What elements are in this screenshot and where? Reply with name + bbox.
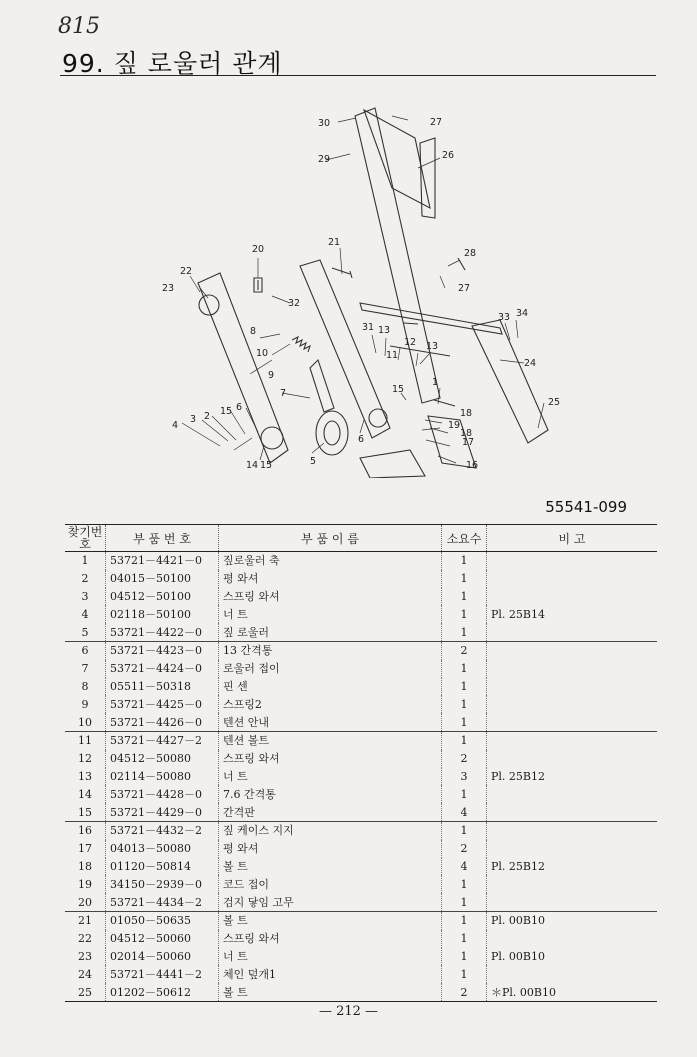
row-part-name: 평 와셔	[219, 840, 442, 858]
svg-text:15: 15	[392, 384, 405, 395]
row-part-name: 볼 트	[219, 911, 442, 929]
svg-text:7: 7	[280, 388, 287, 399]
row-no: 24	[65, 965, 106, 983]
svg-text:34: 34	[516, 308, 529, 319]
svg-text:3: 3	[190, 414, 197, 425]
row-part-name: 짚 로울러	[219, 623, 442, 641]
row-no: 2	[65, 570, 106, 588]
table-row	[65, 695, 657, 713]
row-remark: Pl. 00B10	[491, 914, 545, 928]
svg-text:13: 13	[378, 325, 391, 336]
svg-text:14: 14	[246, 460, 259, 471]
row-remark	[487, 803, 658, 821]
row-qty: 2	[442, 983, 487, 1001]
row-qty: 1	[442, 678, 487, 696]
header-qty: 소요수	[442, 525, 487, 552]
row-remark	[487, 893, 658, 911]
svg-text:10: 10	[256, 348, 269, 359]
row-no: 12	[65, 750, 106, 768]
row-no: 21	[65, 911, 106, 929]
table-row	[65, 785, 657, 803]
row-remark	[487, 821, 658, 839]
row-no: 18	[65, 858, 106, 876]
svg-text:1: 1	[432, 377, 439, 388]
row-part-no: 34150－2939－0	[106, 875, 219, 893]
svg-text:12: 12	[404, 337, 417, 348]
row-part-no: 01120－50814	[106, 858, 219, 876]
row-no: 7	[65, 660, 106, 678]
row-part-name: 핀 센	[219, 678, 442, 696]
table-row	[65, 660, 657, 678]
row-part-name: 볼 트	[219, 983, 442, 1001]
row-no: 14	[65, 785, 106, 803]
svg-text:22: 22	[180, 266, 193, 277]
table-row	[65, 713, 657, 731]
table-header-row	[65, 525, 657, 552]
table-row	[65, 641, 657, 659]
row-part-no: 04015－50100	[106, 570, 219, 588]
row-qty: 4	[442, 803, 487, 821]
row-part-name: 텐션 안내	[219, 713, 442, 731]
row-no: 22	[65, 930, 106, 948]
svg-text:13: 13	[426, 341, 439, 352]
row-qty: 3	[442, 768, 487, 786]
row-part-name: 너 트	[219, 948, 442, 966]
svg-text:24: 24	[524, 358, 537, 369]
row-remark	[487, 750, 658, 768]
svg-text:2: 2	[204, 411, 211, 422]
row-qty: 1	[442, 623, 487, 641]
row-part-no: 01202－50612	[106, 983, 219, 1001]
table-row	[65, 803, 657, 821]
row-part-name: 짚로울러 축	[219, 552, 442, 570]
row-remark: Pl. 25B12	[491, 769, 545, 783]
table-row	[65, 588, 657, 606]
table-row	[65, 623, 657, 641]
row-no: 23	[65, 948, 106, 966]
svg-text:18: 18	[460, 428, 473, 439]
row-remark	[487, 713, 658, 731]
row-part-no: 53721－4432－2	[106, 821, 219, 839]
table-row	[65, 858, 657, 876]
table-row	[65, 983, 657, 1001]
row-remark	[487, 875, 658, 893]
row-qty: 1	[442, 948, 487, 966]
row-part-name: 평 와셔	[219, 570, 442, 588]
row-part-name: 스프링 와셔	[219, 588, 442, 606]
row-part-no: 53721－4427－2	[106, 731, 219, 749]
table-row	[65, 948, 657, 966]
row-part-no: 02014－50060	[106, 948, 219, 966]
row-remark	[487, 641, 658, 659]
header-part-no: 부 품 번 호	[106, 525, 219, 552]
svg-text:8: 8	[250, 326, 257, 337]
table-row	[65, 911, 657, 929]
roller	[316, 411, 348, 455]
svg-text:32: 32	[288, 298, 301, 309]
table-row	[65, 731, 657, 749]
parts-table	[65, 524, 657, 1002]
svg-text:33: 33	[498, 312, 511, 323]
row-qty: 2	[442, 750, 487, 768]
svg-text:6: 6	[236, 402, 243, 413]
header-part-name: 부 품 이 름	[219, 525, 442, 552]
row-part-no: 04512－50080	[106, 750, 219, 768]
chain-cover	[472, 320, 548, 443]
row-part-no: 53721－4424－0	[106, 660, 219, 678]
row-no: 11	[65, 731, 106, 749]
table-row	[65, 875, 657, 893]
table-row	[65, 840, 657, 858]
svg-text:6: 6	[358, 434, 365, 445]
row-qty: 1	[442, 911, 487, 929]
row-remark	[487, 588, 658, 606]
row-part-name: 너 트	[219, 605, 442, 623]
svg-text:17: 17	[462, 437, 475, 448]
row-part-no: 02118－50100	[106, 605, 219, 623]
row-part-name: 스프링2	[219, 695, 442, 713]
row-qty: 2	[442, 641, 487, 659]
svg-text:21: 21	[328, 237, 341, 248]
row-no: 6	[65, 641, 106, 659]
svg-text:28: 28	[464, 248, 477, 259]
row-no: 8	[65, 678, 106, 696]
middle-arm	[300, 260, 390, 438]
row-qty: 1	[442, 875, 487, 893]
row-part-no: 04013－50080	[106, 840, 219, 858]
svg-text:27: 27	[430, 117, 443, 128]
svg-text:27: 27	[458, 283, 471, 294]
svg-text:25: 25	[548, 397, 561, 408]
row-part-name: 간격판	[219, 803, 442, 821]
svg-text:15: 15	[260, 460, 273, 471]
svg-text:5: 5	[310, 456, 317, 467]
table-row	[65, 605, 657, 623]
row-remark: ＊Pl. 00B10	[487, 983, 658, 1001]
svg-text:26: 26	[442, 150, 455, 161]
row-remark	[487, 840, 658, 858]
row-part-no: 02114－50080	[106, 768, 219, 786]
row-part-no: 53721－4425－0	[106, 695, 219, 713]
row-part-no: 53721－4422－0	[106, 623, 219, 641]
row-part-name: 볼 트	[219, 858, 442, 876]
row-remark	[487, 660, 658, 678]
row-no: 19	[65, 875, 106, 893]
row-part-name: 검지 닿임 고무	[219, 893, 442, 911]
svg-text:9: 9	[268, 370, 275, 381]
row-remark: Pl. 25B12	[491, 859, 545, 873]
row-qty: 1	[442, 731, 487, 749]
row-part-no: 53721－4441－2	[106, 965, 219, 983]
row-part-name: 13 간격통	[219, 641, 442, 659]
row-part-name: 너 트	[219, 768, 442, 786]
table-row	[65, 965, 657, 983]
row-part-no: 53721－4421－0	[106, 552, 219, 570]
row-no: 3	[65, 588, 106, 606]
row-qty: 1	[442, 713, 487, 731]
row-remark	[487, 930, 658, 948]
row-no: 13	[65, 768, 106, 786]
row-part-no: 01050－50635	[106, 911, 219, 929]
row-no: 10	[65, 713, 106, 731]
row-qty: 1	[442, 821, 487, 839]
row-remark: Pl. 00B10	[491, 949, 545, 963]
row-no: 5	[65, 623, 106, 641]
row-remark	[487, 695, 658, 713]
page-number: — 212 —	[318, 1004, 379, 1019]
left-arm	[198, 273, 288, 463]
row-remark	[487, 785, 658, 803]
svg-text:20: 20	[252, 244, 265, 255]
row-no: 9	[65, 695, 106, 713]
row-no: 1	[65, 552, 106, 570]
row-qty: 1	[442, 570, 487, 588]
row-no: 16	[65, 821, 106, 839]
svg-text:30: 30	[318, 118, 331, 129]
row-no: 20	[65, 893, 106, 911]
row-part-name: 코드 접이	[219, 875, 442, 893]
svg-text:16: 16	[466, 460, 479, 471]
row-no: 4	[65, 605, 106, 623]
svg-text:29: 29	[318, 154, 331, 165]
row-qty: 1	[442, 930, 487, 948]
row-remark	[487, 623, 658, 641]
svg-text:18: 18	[460, 408, 473, 419]
row-qty: 1	[442, 785, 487, 803]
row-part-no: 53721－4429－0	[106, 803, 219, 821]
row-part-no: 04512－50060	[106, 930, 219, 948]
row-part-no: 53721－4423－0	[106, 641, 219, 659]
row-part-no: 04512－50100	[106, 588, 219, 606]
row-remark	[487, 552, 658, 570]
row-part-name: 로울러 접이	[219, 660, 442, 678]
table-row	[65, 570, 657, 588]
row-no: 25	[65, 983, 106, 1001]
row-qty: 4	[442, 858, 487, 876]
row-part-name: 스프링 와셔	[219, 930, 442, 948]
svg-text:19: 19	[448, 420, 461, 431]
row-part-no: 53721－4428－0	[106, 785, 219, 803]
table-row	[65, 552, 657, 570]
row-remark: Pl. 25B14	[491, 607, 545, 621]
row-qty: 1	[442, 893, 487, 911]
row-qty: 1	[442, 965, 487, 983]
table-row	[65, 768, 657, 786]
row-remark	[487, 965, 658, 983]
row-qty: 1	[442, 552, 487, 570]
table-row	[65, 821, 657, 839]
header-no: 찾기번호	[65, 525, 106, 552]
row-qty: 1	[442, 660, 487, 678]
svg-text:23: 23	[162, 283, 175, 294]
table-row	[65, 750, 657, 768]
row-remark	[487, 731, 658, 749]
row-qty: 1	[442, 695, 487, 713]
row-part-name: 짚 케이스 지지	[219, 821, 442, 839]
header-remarks: 비 고	[487, 525, 658, 552]
row-qty: 1	[442, 605, 487, 623]
row-remark	[487, 570, 658, 588]
svg-text:4: 4	[172, 420, 179, 431]
row-part-name: 체인 덮개1	[219, 965, 442, 983]
row-remark	[487, 678, 658, 696]
title-rule	[60, 75, 656, 76]
svg-text:15: 15	[220, 406, 233, 417]
svg-text:11: 11	[386, 350, 399, 361]
table-row	[65, 678, 657, 696]
row-qty: 1	[442, 588, 487, 606]
row-part-name: 7.6 간격통	[219, 785, 442, 803]
row-part-no: 05511－50318	[106, 678, 219, 696]
table-row	[65, 930, 657, 948]
row-part-no: 53721－4434－2	[106, 893, 219, 911]
exploded-parts-diagram	[160, 98, 580, 478]
row-part-name: 스프링 와셔	[219, 750, 442, 768]
row-part-name: 텐션 볼트	[219, 731, 442, 749]
svg-text:31: 31	[362, 322, 375, 333]
page-title: 99. 짚 로울러 관계	[62, 49, 283, 78]
row-no: 17	[65, 840, 106, 858]
handwritten-note: 815	[58, 14, 100, 39]
figure-number: 55541-099	[545, 498, 627, 516]
table-row	[65, 893, 657, 911]
row-qty: 2	[442, 840, 487, 858]
row-no: 15	[65, 803, 106, 821]
row-part-no: 53721－4426－0	[106, 713, 219, 731]
